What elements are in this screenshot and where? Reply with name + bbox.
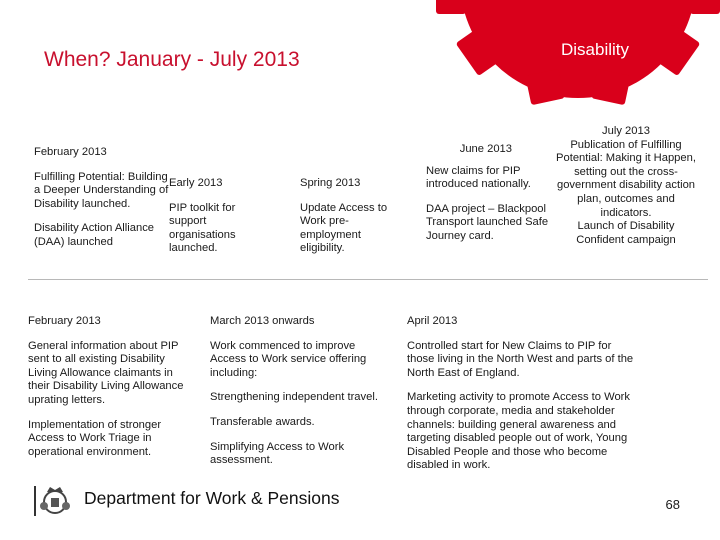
milestone-text: Work commenced to improve Access to Work service offering including:	[210, 339, 367, 379]
date-label: February 2013	[28, 315, 101, 327]
royal-crest-icon	[32, 482, 72, 518]
milestone-text: Fulfilling Potential: Building a Deeper Understanding of Disability launched.	[34, 170, 169, 210]
date-label: July 2013	[602, 125, 650, 137]
milestone-text: DAA project – Blackpool Transport launched Safe Journey card.	[426, 202, 549, 242]
milestone-text: Launch of Disability Confident campaign	[576, 220, 676, 246]
top-col-4	[426, 143, 550, 244]
top-col-5	[556, 125, 696, 247]
top-col-2	[169, 177, 269, 256]
timeline-divider	[28, 279, 708, 280]
milestone-text: Strengthening independent travel.	[210, 391, 378, 404]
milestone-text: Marketing activity to promote Access to Work through corporate, media and stakeholder channels: building general awareness and targeting disabled people out of work, Young Disabled People and those who become disabled in work.	[407, 391, 631, 472]
bottom-col-2	[210, 315, 390, 468]
milestone-text: PIP toolkit for support organisations launched.	[169, 201, 236, 255]
milestone-text: Simplifying Access to Work assessment.	[210, 440, 345, 467]
bottom-col-1	[28, 315, 188, 459]
date-label: June 2013	[459, 143, 512, 155]
milestone-text: Implementation of stronger Access to Work Triage in operational environment.	[28, 418, 162, 458]
milestone-text: New claims for PIP introduced nationally.	[426, 164, 531, 191]
top-col-3	[300, 177, 402, 256]
date-label: Early 2013	[169, 177, 223, 189]
milestone-text: Publication of Fulfilling Potential: Making it Happen, setting out the cross-government disability action plan, outcomes and indicators.	[556, 138, 696, 219]
top-col-1	[34, 146, 174, 250]
department-name: Department for Work & Pensions	[84, 488, 340, 508]
date-label: Spring 2013	[300, 177, 361, 189]
bottom-col-3	[407, 315, 639, 473]
page-title: When? January - July 2013	[44, 48, 300, 71]
page-number: 68	[665, 497, 680, 512]
date-label: April 2013	[407, 315, 458, 327]
milestone-text: Disability Action Alliance (DAA) launched	[34, 222, 155, 248]
date-label: March 2013 onwards	[210, 315, 315, 327]
milestone-text: Transferable awards.	[210, 415, 315, 428]
milestone-text: Update Access to Work pre-employment eligibility.	[300, 201, 388, 255]
date-label: February 2013	[34, 146, 107, 158]
milestone-text: General information about PIP sent to all existing Disability Living Allowance claimants in their Disability Living Allowance uprating letters.	[28, 339, 184, 406]
badge-label: Disability	[560, 40, 630, 59]
milestone-text: Controlled start for New Claims to PIP for those living in the North West and parts of the North East of England.	[407, 339, 634, 379]
